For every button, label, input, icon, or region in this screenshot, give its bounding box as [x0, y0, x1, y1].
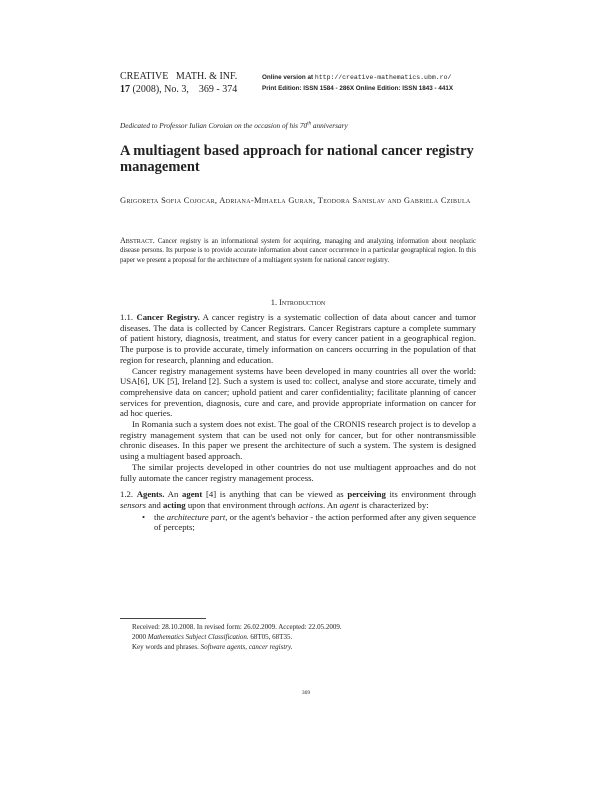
online-url[interactable]: http://creative-mathematics.ubm.ro/: [314, 74, 452, 81]
term-actions: actions: [297, 499, 323, 510]
term-agent: agent: [339, 499, 359, 510]
text-run: An: [164, 489, 182, 500]
footnotes: [132, 622, 476, 652]
bullet-list: [142, 512, 476, 533]
journal-editions: [262, 72, 453, 94]
text-run: its environment through: [385, 489, 477, 500]
subsection-title: Cancer Registry.: [136, 312, 200, 322]
paragraph: Cancer registry management systems have been developed in many countries all over the world: USA[6], UK [5], Ireland [2]. Such a system is used to: collect, analyse and store accurate, timely and comprehensive data on cancer; uphold patient and carer confidentiality; facilitate planning of cancer services for prevention, diagnosis, cure and care, and provide appropriate information on cancer for ad hoc queries.: [120, 365, 476, 419]
paragraph-text: A cancer registry is a systematic collection of data about cancer and tumor diseases. The data is collected by Cancer Registrars. Cancer Registrars capture a complete summary of patient history, diagnosis, treatment, and status for every cancer patient in a geographical region. The purpose is to provide accurate, timely information on cancers occurring in the population of that region for research, planning and education.: [120, 312, 476, 365]
paragraph-agents: [120, 489, 476, 510]
subsection-number: 1.1.: [120, 312, 134, 322]
paragraph-cancer-registry: [120, 312, 476, 366]
msc-year: 2000: [132, 633, 148, 641]
journal-issue: [120, 83, 237, 96]
abstract: [120, 236, 476, 265]
journal-issue-pages: (2008), No. 3, 369 - 374: [130, 84, 238, 95]
text-run: [4] is anything that can be viewed as: [202, 489, 348, 500]
section-number: 1.: [270, 298, 278, 307]
text-run: is characterized by:: [358, 499, 429, 510]
text-run: , or the agent's behavior - the action performed after any given sequence of percepts;: [154, 511, 477, 533]
body-text: [120, 312, 476, 533]
keywords-list: Software agents, cancer registry.: [200, 643, 293, 651]
keywords-label: Key words and phrases.: [132, 643, 201, 651]
bullet-marker: •: [142, 511, 146, 522]
text-run: upon that environment through: [185, 499, 298, 510]
msc-codes: 68T05, 68T35.: [248, 633, 293, 641]
abstract-label: Abstract.: [120, 236, 155, 245]
print-edition: Print Edition: ISSN 1584 - 286X Online Edition: ISSN 1843 - 441X: [262, 85, 454, 92]
paragraph: The similar projects developed in other countries do not use multiagent approaches and do not fully automate the cancer registry management process.: [120, 461, 476, 483]
section-heading: [120, 298, 476, 307]
text-run: . An: [322, 499, 340, 510]
msc-classification: [132, 632, 476, 642]
subsection-title: Agents.: [136, 489, 165, 500]
term-architecture-part: architecture part: [166, 511, 226, 522]
journal-volume: 17: [120, 84, 130, 95]
term-agent: agent: [182, 489, 203, 500]
keywords: [132, 642, 476, 652]
page-number: 369: [301, 690, 311, 696]
authors: Grigoreta Sofia Cojocar, Adriana-Mihaela Guran, Teodora Sanislav and Gabriela Czibula: [120, 195, 471, 205]
journal-name: CREATIVE MATH. & INF.: [120, 71, 238, 82]
text-run: the: [154, 511, 167, 522]
subsection-number: 1.2.: [120, 489, 134, 500]
journal-header: [120, 70, 237, 96]
text-run: and: [146, 499, 163, 510]
footnote-rule: [120, 618, 206, 619]
section-title: Introduction: [279, 298, 326, 307]
online-version-label: Online version at: [262, 74, 315, 81]
msc-label: Mathematics Subject Classification.: [147, 633, 249, 641]
dedication-sup: th: [307, 121, 312, 127]
dedication-suffix: anniversary: [311, 121, 348, 130]
term-sensors: sensors: [120, 499, 147, 510]
term-acting: acting: [162, 499, 186, 510]
abstract-text: Cancer registry is an informational system for acquiring, managing and analyzing information about neoplazic disease persons. Its purpose is to provide accurate information about cancer occurrence in a particular geographical region. In this paper we present a proposal for the architecture of a multiagent system for national cancer registry.: [120, 238, 476, 264]
paper-title: A multiagent based approach for national cancer registry management: [120, 143, 474, 175]
list-item: [142, 512, 476, 533]
paragraph: In Romania such a system does not exist. The goal of the CRONIS research project is to develop a registry management system that can be used not only for cancer, but for other nontransmissible chronic diseases. In this paper we present the architecture of such a system. The system is designed using a multiagent based approach.: [120, 419, 476, 462]
dedication-text: Dedicated to Professor Iulian Coroian on the occasion of his 70: [120, 121, 308, 130]
online-version: [262, 72, 453, 83]
term-perceiving: perceiving: [347, 489, 386, 500]
received-dates: Received: 28.10.2008. In revised form: 26.02.2009. Accepted: 22.05.2009.: [132, 623, 342, 631]
dedication: [120, 121, 348, 130]
